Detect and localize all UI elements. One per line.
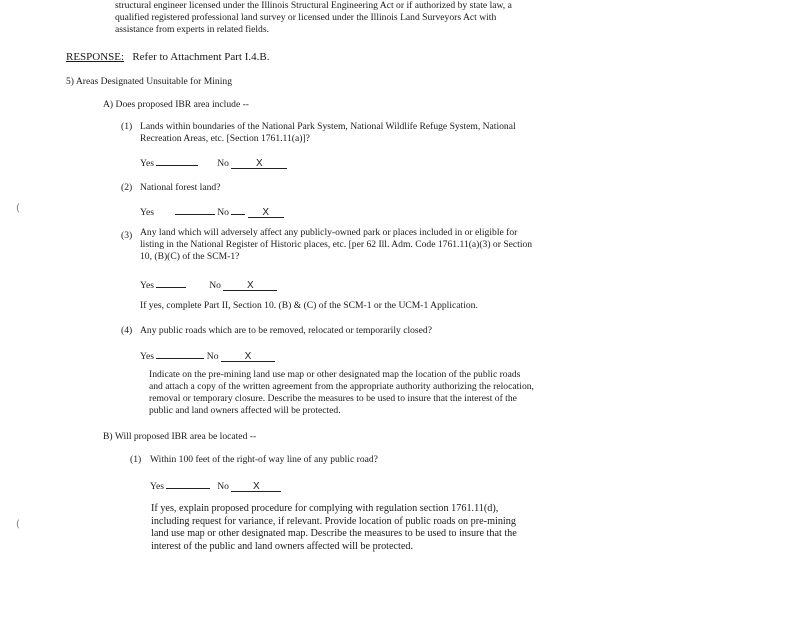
q1-answer-row [140,157,287,169]
q1-yes-blank[interactable] [156,157,198,166]
q4-text: Any public roads which are to be removed, relocated or temporarily closed? [140,325,432,336]
q4-answer-row [140,350,275,362]
q3-line-2: listing in the National Register of Historic places, etc. [per 62 Ill. Adm. Code 1761.11(a)(3) or Section [140,239,533,250]
q4-note-line-1: Indicate on the pre-mining land use map or other designated map the location of the public roads [149,369,521,380]
q4-note-line-4: public and land owners affected will be protected. [149,405,341,416]
q4-no-answer[interactable]: X [221,352,275,362]
q4-yes-blank[interactable] [156,350,204,359]
b1-yes-blank[interactable] [166,480,210,489]
q3-yes-label: Yes [140,280,154,291]
intro-line-2: qualified registered professional land survey or licensed under the Illinois Land Surveyors Act with [115,12,497,23]
q4-yes-label: Yes [140,351,154,362]
response-line [66,51,270,64]
q2-no-label: No [217,207,229,218]
q3-number: (3) [121,230,133,241]
q3-no-label: No [209,280,221,291]
q3-line-1: Any land which will adversely affect any publicly-owned park or places included in or eligible for [140,227,518,238]
b1-yes-label: Yes [150,481,164,492]
b1-note-line-3: land use map or other designated map. Describe the measures to be used to insure that the [151,528,517,539]
b1-note-line-4: interest of the public and land owners affected will be protected. [151,540,414,552]
subsection-b-title: B) Will proposed IBR area be located -- [103,431,257,442]
b1-no-label: No [217,481,229,492]
response-label: RESPONSE: [66,51,125,63]
q2-number: (2) [121,182,133,193]
q1-line-2: Recreation Areas, etc. [Section 1761.11(a)]? [140,133,310,144]
q2-no-answer[interactable]: X [248,208,284,218]
q4-note-line-2: and attach a copy of the written agreement from the appropriate authority authorizing the relocation, [149,381,534,392]
subsection-a-title: A) Does proposed IBR area include -- [103,99,249,110]
q3-no-answer[interactable]: X [223,281,277,291]
q2-text: National forest land? [140,182,221,193]
q4-number: (4) [121,325,133,336]
q1-yes-label: Yes [140,158,154,169]
q3-note: If yes, complete Part II, Section 10. (B) & (C) of the SCM-1 or the UCM-1 Application. [140,300,478,311]
scan-artifact-bottom: ( [16,519,20,530]
b1-number: (1) [130,454,142,465]
q1-no-label: No [217,158,229,169]
q3-line-3: 10, (B)(C) of the SCM-1? [140,251,240,262]
intro-line-1: structural engineer licensed under the Illinois Structural Engineering Act or if authorized by state law, a [115,0,512,11]
b1-note-line-1: If yes, explain proposed procedure for complying with regulation section 1761.11(d), [151,503,499,514]
scan-artifact-top: ( [16,203,20,214]
q1-line-1: Lands within boundaries of the National Park System, National Wildlife Refuge System, National [140,121,516,132]
b1-answer-row [150,480,281,492]
response-text: Refer to Attachment Part I.4.B. [132,51,270,63]
q1-no-answer[interactable]: X [231,159,287,169]
q2-yes-blank[interactable] [175,206,215,215]
q4-note-line-3: removal or temporary closure. Describe the measures to be used to insure that the interest of the [149,393,517,404]
b1-no-answer[interactable]: X [231,482,281,492]
b1-note [151,503,517,553]
q3-yes-blank[interactable] [156,279,186,288]
section-5-title: 5) Areas Designated Unsuitable for Mining [66,76,232,87]
q1-number: (1) [121,121,133,132]
q3-answer-row [140,279,277,291]
q2-no-blank [231,206,245,215]
b1-note-line-2: including request for variance, if relevant. Provide location of public roads on pre-mining [151,515,516,527]
b1-text: Within 100 feet of the right-of way line of any public road? [150,454,378,465]
q2-answer-row [140,206,284,218]
q4-no-label: No [206,351,219,362]
q2-yes-label: Yes [140,207,154,218]
intro-line-3: assistance from experts in related fields. [115,24,269,35]
